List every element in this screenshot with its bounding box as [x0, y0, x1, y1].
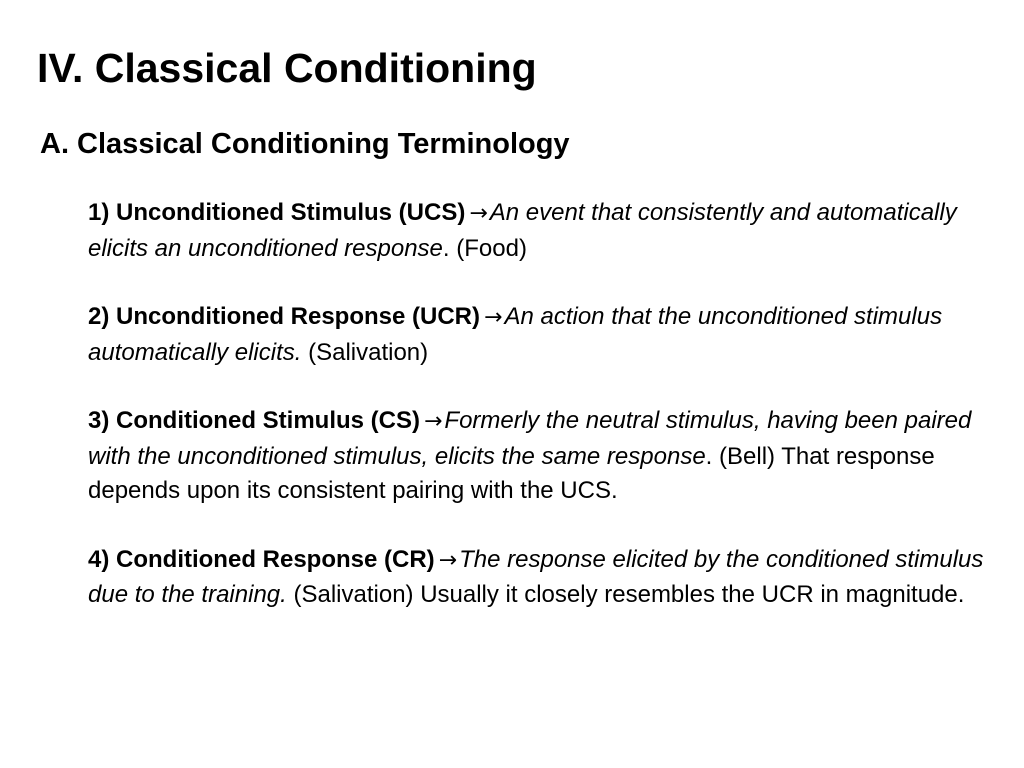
term-item-ucr — [88, 300, 1018, 370]
term-note: (Food) — [449, 234, 527, 262]
term-definition: An action that the unconditioned stimulus automatically elicits. — [88, 303, 943, 366]
term-note: (Salivation) — [301, 338, 429, 366]
slide-subtitle: A. Classical Conditioning Terminology — [40, 128, 570, 160]
term-item-cr — [88, 543, 1018, 613]
term-definition-end: . — [442, 234, 450, 262]
term-heading: 4) Conditioned Response (CR) — [88, 545, 435, 573]
term-note: (Salivation) Usually it closely resembles the UCR in magnitude. — [286, 581, 965, 608]
arrow-icon: → — [484, 305, 503, 330]
slide-title: IV. Classical Conditioning — [37, 45, 537, 91]
term-heading: 1) Unconditioned Stimulus (UCS) — [88, 199, 466, 226]
term-item-ucs — [88, 196, 1018, 266]
arrow-icon: → — [438, 547, 458, 573]
term-heading: 3) Conditioned Stimulus (CS) — [88, 407, 420, 434]
arrow-icon: → — [469, 201, 488, 226]
term-definition: Formerly the neutral stimulus, having been paired with the unconditioned stimulus, elicits the same response — [88, 407, 972, 470]
term-definition: An event that consistently and automatically elicits an unconditioned response — [88, 199, 957, 262]
arrow-icon: → — [423, 409, 443, 434]
term-heading: 2) Unconditioned Response (UCR) — [88, 303, 481, 330]
term-definition-end: . — [705, 442, 713, 470]
term-note: (Bell) That response depends upon its consistent pairing with the UCS. — [88, 442, 935, 504]
term-item-cs — [88, 404, 1018, 509]
terminology-list — [88, 196, 1018, 613]
term-definition: The response elicited by the conditioned stimulus due to the training. — [88, 545, 984, 608]
